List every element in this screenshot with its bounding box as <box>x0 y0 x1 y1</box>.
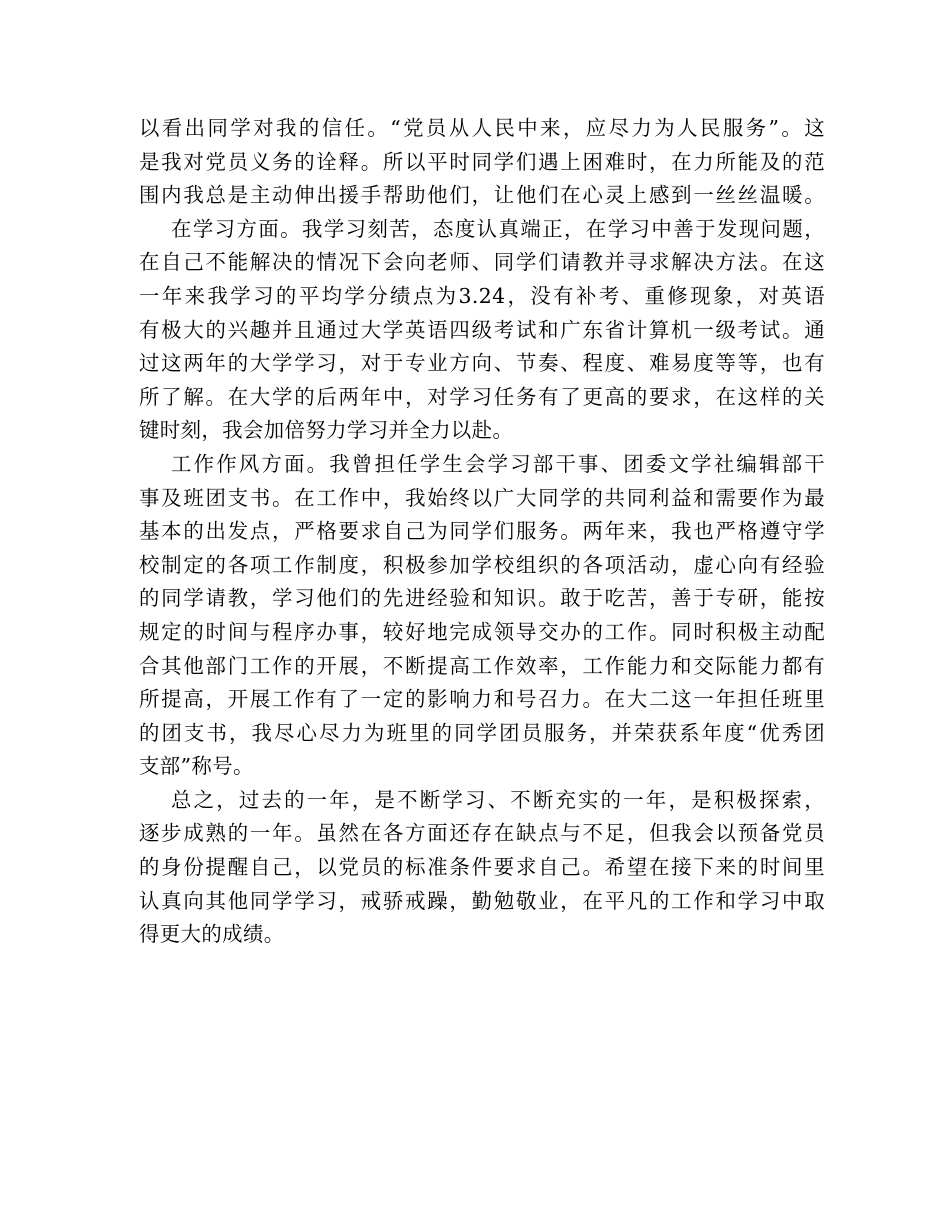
text-line: 支部”称号。 <box>139 754 254 779</box>
text-line: 有极大的兴趣并且通过大学英语四级考试和广东省计算机一级考试。通 <box>139 317 825 342</box>
text-line: 键时刻，我会加倍努力学习并全力以赴。 <box>139 418 514 443</box>
text-line: 围内我总是主动伸出援手帮助他们，让他们在心灵上感到一丝丝温暖。 <box>139 183 825 208</box>
text-line: 所了解。在大学的后两年中，对学习任务有了更高的要求，在这样的关 <box>139 384 825 409</box>
text-line: 一年来我学习的平均学分绩点为3.24，没有补考、重修现象，对英语 <box>139 283 825 308</box>
text-line: 规定的时间与程序办事，较好地完成领导交办的工作。同时积极主动配 <box>139 619 825 644</box>
text-line: 在自己不能解决的情况下会向老师、同学们请教并寻求解决方法。在这 <box>139 250 825 275</box>
text-line: 合其他部门工作的开展，不断提高工作效率，工作能力和交际能力都有 <box>139 653 825 678</box>
text-line: 过这两年的大学学习，对于专业方向、节奏、程度、难易度等等，也有 <box>139 351 825 376</box>
paragraph <box>139 448 825 784</box>
paragraph <box>139 112 825 213</box>
text-line: 得更大的成绩。 <box>139 922 285 947</box>
text-line: 的团支书，我尽心尽力为班里的同学团员服务，并荣获系年度“优秀团 <box>139 720 825 745</box>
paragraph <box>139 784 825 952</box>
document-body <box>139 112 825 952</box>
text-line: 是我对党员义务的诠释。所以平时同学们遇上困难时，在力所能及的范 <box>139 149 825 174</box>
text-line: 事及班团支书。在工作中，我始终以广大同学的共同利益和需要作为最 <box>139 485 825 510</box>
text-line: 校制定的各项工作制度，积极参加学校组织的各项活动，虚心向有经验 <box>139 552 825 577</box>
text-line: 的同学请教，学习他们的先进经验和知识。敢于吃苦，善于专研，能按 <box>139 586 825 611</box>
text-line: 逐步成熟的一年。虽然在各方面还存在缺点与不足，但我会以预备党员 <box>139 821 825 846</box>
paragraph <box>139 213 825 448</box>
text-line: 基本的出发点，严格要求自己为同学们服务。两年来，我也严格遵守学 <box>139 519 825 544</box>
text-line: 所提高，开展工作有了一定的影响力和号召力。在大二这一年担任班里 <box>139 687 825 712</box>
text-line: 认真向其他同学学习，戒骄戒躁，勤勉敬业，在平凡的工作和学习中取 <box>139 888 825 913</box>
text-line: 总之，过去的一年，是不断学习、不断充实的一年，是积极探索， <box>171 787 825 812</box>
text-line: 的身份提醒自己，以党员的标准条件要求自己。希望在接下来的时间里 <box>139 855 825 880</box>
text-line: 以看出同学对我的信任。“党员从人民中来，应尽力为人民服务”。这 <box>139 116 825 140</box>
text-line: 工作作风方面。我曾担任学生会学习部干事、团委文学社编辑部干 <box>171 451 825 476</box>
text-line: 在学习方面。我学习刻苦，态度认真端正，在学习中善于发现问题， <box>171 216 825 241</box>
